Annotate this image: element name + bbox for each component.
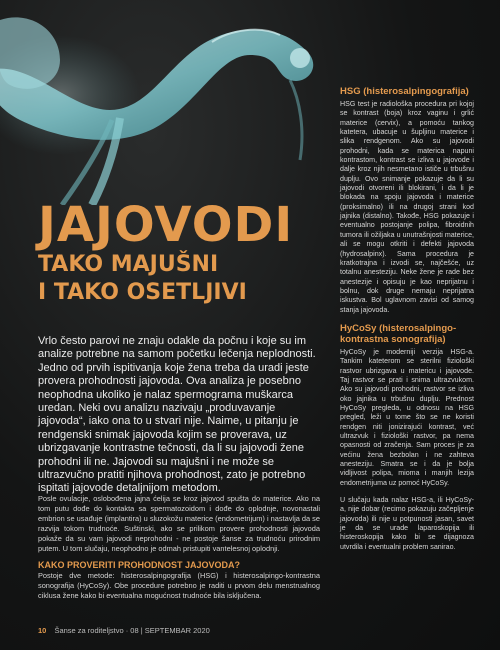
page-title: JAJOVODI [38, 197, 294, 253]
body-paragraph-2: Postoje dve metode: histerosalpingografija (HSG) i histerosalpingo-kontrastna sonografija (HyCoSy). Obe procedure potrebno je raditi u prvom delu menstrualnog ciklusa žene kako bi eventualna mogućnost trudnoće bila isključena. [38, 571, 320, 600]
hycosy-heading: HyCoSy (histerosalpingo-kontrastna sonografija) [340, 322, 457, 345]
hsg-heading: HSG (histerosalpingografija) [340, 86, 469, 97]
hsg-text: HSG test je radiološka procedura pri kojoj se kontrast (boja) kroz vaginu i grlić materice (cervix), a pomoću tankog katetera, ubacuje u šupljinu materice i slika rendgenom. Ako su jajovodi prohodni, kada se materica napuni kontrastom, kontrast se izliva u jajovode i dalje kroz njih nesmetano ističe u trbušnu duplju. Ovo snimanje pokazuje da li su jajovodi otvoreni ili blokirani, i da li je blokada na spoju jajovoda i materice (proksimalno) ili na drugoj strani kod jajnika (distalno). Takođe, HSG pokazuje i eventualno postojanje polipa, fibroidnih tumora ili ožiljaka u unutrašnjosti materice, ali se mogu otkriti i defekti jajovoda (hydrosalpinx). Sama procedura je kratkotrajna i izvodi se, najčešće, uz totalnu anesteziju. Neke žene je rade bez anestezije i opisuju je kao neprijatnu i bolnu, dok druge nemaju neprijatna iskustva. Bol uglavnom zavisi od samog stanja jajovoda. [340, 100, 474, 314]
page-footer [38, 626, 210, 635]
intro-paragraph: Vrlo često parovi ne znaju odakle da počnu i koje su im analize potrebne na samom početku lečenja neplodnosti. Jedno od prvih ispitivanja koje žena treba da uradi jeste provera prohodnosti jajovoda. Ova analiza je posebno neophodna ukoliko je nalaz spermograma muškarca uredan. Neki ovu analizu nazivaju „produvavanje jajovoda“, iako ona to u stvari nije. Naime, u pitanju je rendgenski snimak jajovoda kojim se proverava, uz ubrizgavanje kontrastne tečnosti, da li su jajovodi žene prohodni ili ne. Jajovodi su majušni i ne može se ultrazvučno pratiti njihova prohodnost, zato je potrebno ispitati jajovode detaljnijom metodom. [38, 335, 316, 495]
section-heading: KAKO PROVERITI PROHODNOST JAJOVODA? [38, 560, 241, 570]
fallopian-tube-illustration [0, 0, 330, 205]
subtitle-line-1: TAKO MAJUŠNI [38, 252, 219, 277]
footer-text: Šanse za roditeljstvo · 08 | SEPTEMBAR 2020 [54, 626, 210, 635]
sidebar-column [340, 86, 474, 552]
title-block [38, 197, 328, 306]
page-number: 10 [38, 626, 47, 635]
closing-text: U slučaju kada nalaz HSG-a, ili HyCoSy-a, nije dobar (recimo pokazuju začepljenje jajovoda) ili nije u potpunosti jasan, savet je da se urade laparoskopija ili histeroskopija kako bi se dijagnoza utvrdila i eventualni problem sanirao. [340, 496, 474, 551]
subtitle-line-2: I TAKO OSETLJIVI [38, 280, 247, 305]
body-paragraph-1: Posle ovulacije, oslobođena jajna ćelija se kroz jajovod spušta do materice. Ako na tom putu dođe do kontakta sa spermatozoidom i dođe do oplodnje, novonastali embrion se usađuje (implantira) u sluzokožu materice (endometrijum) i nastavlja da se razvija tokom trudnoće. Suštinski, ako se prilikom provere prohodnosti jajovoda pokaže da su vam jajovodi neprohodni - ne postoje šanse za trudnoću prirodnim putem. U tom slučaju, neophodno je odmah pristupiti vantelesnoj oplodnji. [38, 494, 320, 553]
hycosy-text: HyCoSy je moderniji verzija HSG-a. Tankim kateterom se sterilni fiziološki rastvor ubrizgava u matericu i jajovode. Taj rastvor se prati i snima ultrazvukom. Ako su jajovodi prohodni, rastvor se izliva oko jajnika u trbušnu duplju. Prednost HyCoSy pregleda, u odnosu na HSG pregled, leži u tome što se ne koristi rendgen niti jonizirajući kontrast, već ultrazvuk i fiziološki rastvor, pa nema opasnosti od zračenja. Sam proces je za većinu žena bezbolan i ne zahteva anesteziju. Smatra se i da je bolja vidljivost polipa, mioma i manjih lezija endometrijuma uz pomoć HyCoSy. [340, 347, 474, 487]
